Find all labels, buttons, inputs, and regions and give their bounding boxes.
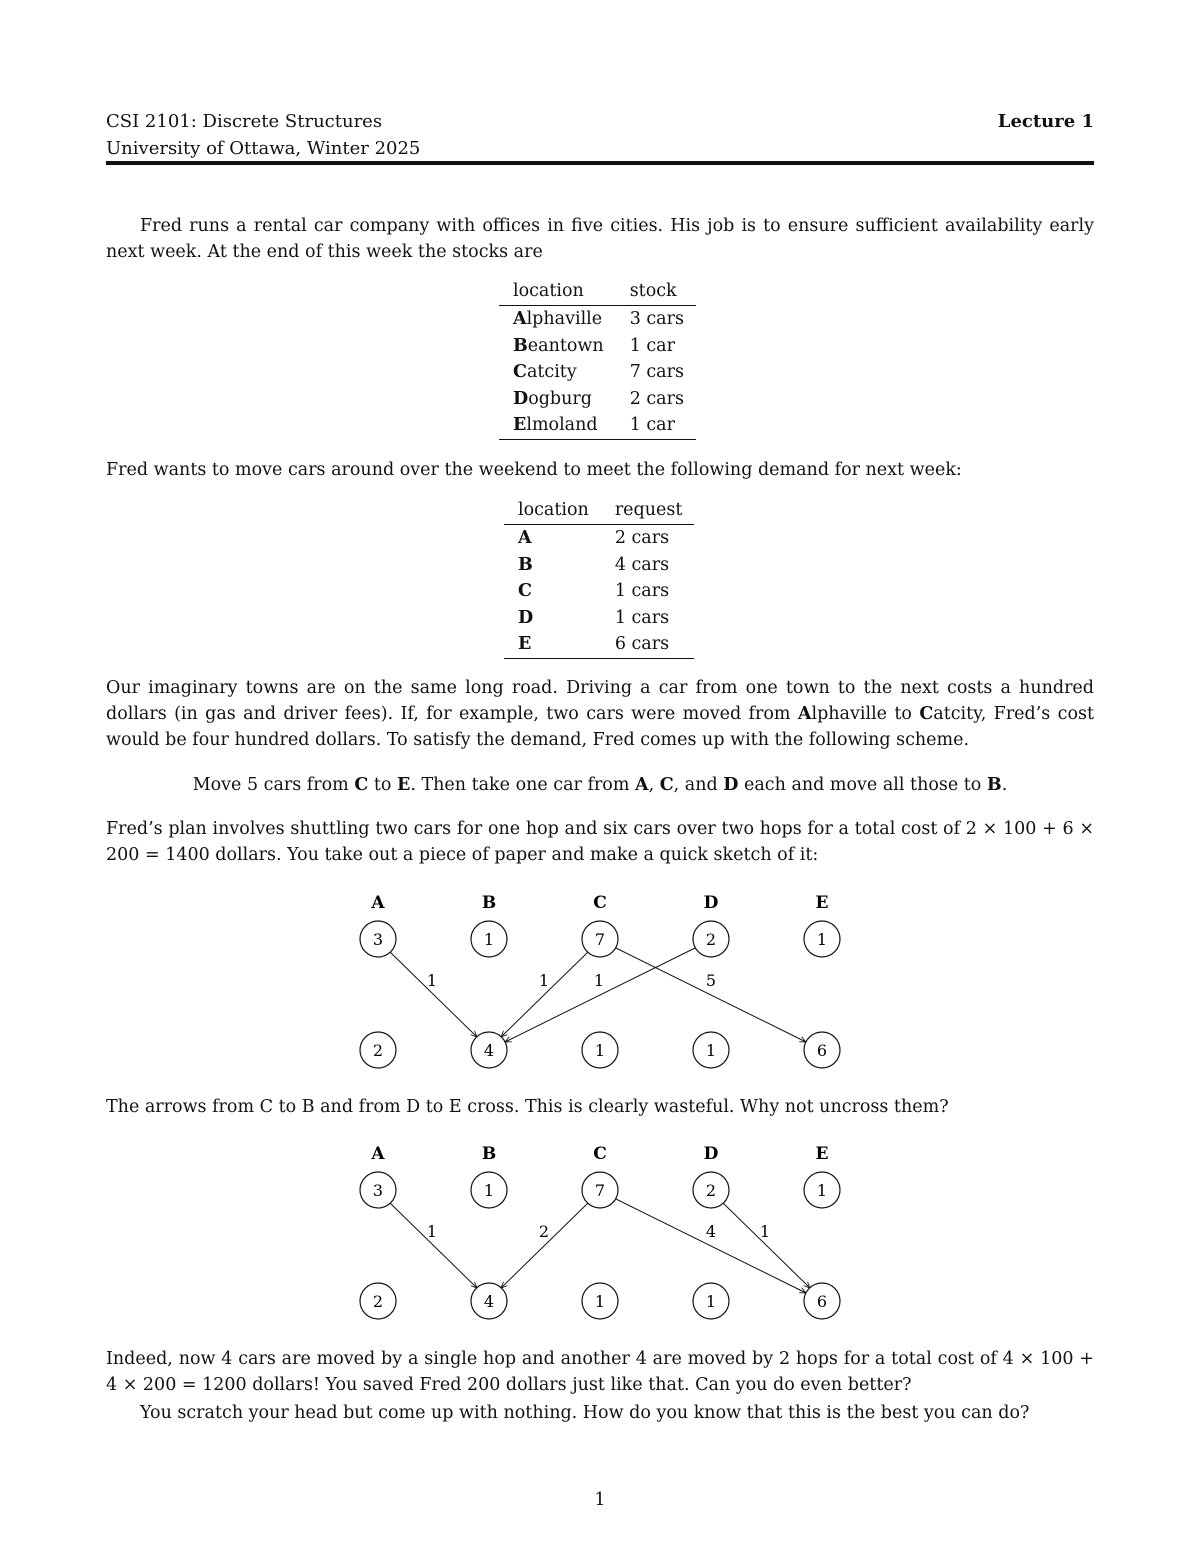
plan-paragraph: Fred’s plan involves shuttling two cars for one hop and six cars over two hops for a total cost of 2 × 100 + 6 × 200 = 1400 dollars. You take out a piece of paper and make a quick sketch of it: (106, 819, 1094, 865)
flow-label: 1 (759, 1222, 771, 1241)
flow-label: 1 (426, 971, 438, 990)
supply-value: 1 (816, 1181, 828, 1200)
flow-label: 1 (426, 1222, 438, 1241)
column-label-b: B (481, 893, 497, 913)
road-paragraph: Our imaginary towns are on the same long road. Driving a car from one town to the next costs a hundred dollars (in gas and driver fees). If, for example, two cars were moved from Alphaville to Catcity, Fred’s cost would be four hundred dollars. To satisfy the demand, Fred comes up with the following scheme. (106, 678, 1095, 750)
supply-value: 7 (594, 930, 606, 949)
request-value: 2 cars (614, 528, 670, 548)
demand-value: 1 (705, 1292, 717, 1311)
final-paragraph: You scratch your head but come up with nothing. How do you know that this is the best you can do? (140, 1403, 1030, 1423)
request-table (504, 499, 694, 659)
request-value: 1 cars (614, 581, 670, 601)
supply-value: 7 (594, 1181, 606, 1200)
flow-label: 5 (705, 971, 717, 990)
demand-value: 2 (372, 1041, 384, 1060)
flow-arrow-d-b (505, 948, 695, 1042)
demand-value: 4 (483, 1041, 495, 1060)
supply-value: 3 (372, 1181, 384, 1200)
stock-value: 1 car (629, 335, 675, 356)
flow-arrow-a-b (390, 952, 477, 1037)
demand-value: 6 (816, 1041, 828, 1060)
demand-value: 1 (705, 1041, 717, 1060)
indeed-paragraph: Indeed, now 4 cars are moved by a single hop and another 4 are moved by 2 hops for a total cost of 4 × 100 + 4 × 200 = 1200 dollars! You saved Fred 200 dollars just like that. Can you do even better? (106, 1349, 1094, 1395)
stock-location: Dogburg (513, 388, 592, 409)
demand-intro: Fred wants to move cars around over the weekend to meet the following demand for next week: (106, 460, 962, 480)
supply-value: 3 (372, 930, 384, 949)
table-row (504, 631, 694, 658)
column-label-d: D (703, 1144, 719, 1164)
table-row (499, 412, 696, 439)
demand-value: 4 (483, 1292, 495, 1311)
table-row (504, 525, 694, 552)
scheme-line: Move 5 cars from C to E. Then take one car from A, C, and D each and move all those to B. (192, 775, 1008, 795)
column-label-c: C (593, 1144, 607, 1164)
column-label-e: E (815, 1144, 829, 1164)
stock-value: 2 cars (629, 388, 684, 409)
flow-label: 2 (538, 1222, 550, 1241)
flow-label: 1 (538, 971, 550, 990)
supply-value: 2 (705, 930, 717, 949)
demand-value: 2 (372, 1292, 384, 1311)
flow-arrow-c-e (616, 948, 806, 1042)
request-location: D (518, 607, 534, 628)
request-value: 6 cars (601, 631, 695, 658)
supply-value: 1 (816, 930, 828, 949)
supply-value: 1 (483, 1181, 495, 1200)
cross-paragraph: The arrows from C to B and from D to E cross. This is clearly wasteful. Why not uncross them? (106, 1097, 949, 1117)
supply-value: 2 (705, 1181, 717, 1200)
stock-location: Alphaville (513, 309, 603, 329)
request-location: E (504, 631, 601, 658)
table-row (504, 552, 694, 579)
lecture-label: Lecture 1 (997, 111, 1094, 132)
flow-arrow-a-b (390, 1203, 477, 1288)
column-label-c: C (593, 893, 607, 913)
request-table-header-location: location (504, 499, 601, 525)
demand-value: 1 (594, 1041, 606, 1060)
stock-location: Elmoland (499, 412, 616, 439)
request-table-header-request: request (601, 499, 695, 525)
request-location: A (518, 528, 532, 548)
stock-table (499, 280, 696, 440)
flow-arrow-d-e (723, 1203, 810, 1288)
intro-paragraph: Fred runs a rental car company with offices in five cities. His job is to ensure sufficient availability early next week. At the end of this week the stocks are (106, 216, 1094, 262)
request-location: B (518, 554, 533, 575)
course-title: CSI 2101: Discrete Structures (106, 111, 383, 132)
request-location: C (518, 581, 532, 601)
column-label-d: D (703, 893, 719, 913)
table-row (499, 386, 696, 413)
table-row (504, 578, 694, 605)
stock-value: 7 cars (629, 362, 684, 382)
flow-label: 4 (705, 1222, 717, 1241)
stock-location: Beantown (513, 335, 604, 356)
page-number: 1 (594, 1490, 606, 1510)
flow-arrow-c-e (616, 1199, 806, 1293)
request-value: 1 cars (614, 607, 670, 628)
column-label-e: E (815, 893, 829, 913)
stock-value: 1 car (616, 412, 696, 439)
diagram-2 (0, 1131, 1200, 1351)
stock-table-header-location: location (499, 280, 616, 306)
flow-arrow-c-b (501, 952, 588, 1037)
column-label-b: B (481, 1144, 497, 1164)
table-row (499, 306, 696, 333)
flow-arrow-c-b (501, 1203, 588, 1288)
flow-label: 1 (593, 971, 605, 990)
table-row (504, 605, 694, 632)
diagram-1 (0, 880, 1200, 1100)
column-label-a: A (371, 1144, 385, 1164)
university-line: University of Ottawa, Winter 2025 (106, 138, 421, 159)
supply-value: 1 (483, 930, 495, 949)
stock-table-header-stock: stock (616, 280, 696, 306)
stock-location: Catcity (513, 362, 577, 382)
request-value: 4 cars (614, 554, 670, 575)
table-row (499, 359, 696, 386)
stock-value: 3 cars (629, 309, 684, 329)
header-rule (106, 161, 1094, 165)
demand-value: 1 (594, 1292, 606, 1311)
column-label-a: A (371, 893, 385, 913)
demand-value: 6 (816, 1292, 828, 1311)
table-row (499, 333, 696, 360)
